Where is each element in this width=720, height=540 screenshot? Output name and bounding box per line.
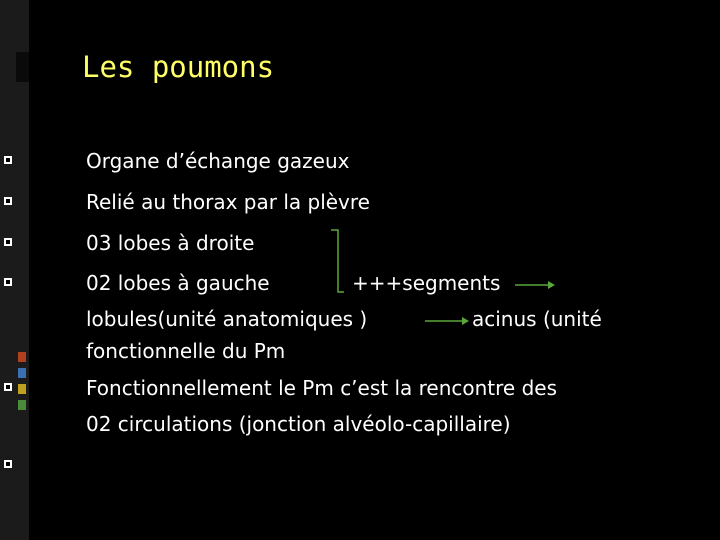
segments-label: +++segments xyxy=(352,271,501,295)
bullet-item-5-line-2: 02 circulations (jonction alvéolo-capillaire) xyxy=(86,412,511,436)
continuation-line-1a: lobules(unité anatomiques ) xyxy=(86,307,368,331)
decor-square xyxy=(18,400,26,410)
bullet-item-3: 03 lobes à droite xyxy=(86,231,255,255)
title-accent-block xyxy=(16,52,29,82)
decor-square xyxy=(18,352,26,362)
arrow-icon xyxy=(424,314,474,328)
bullet-icon xyxy=(4,383,12,391)
bullet-icon xyxy=(4,278,12,286)
arrow-icon xyxy=(514,278,559,292)
bullet-item-5: Fonctionnellement le Pm c’est la rencontre des xyxy=(86,376,558,400)
bullet-item-2: Relié au thorax par la plèvre xyxy=(86,190,370,214)
slide-title: Les poumons xyxy=(82,50,275,84)
bullet-item-4: 02 lobes à gauche xyxy=(86,271,270,295)
continuation-line-1b: acinus (unité xyxy=(472,307,602,331)
decor-square xyxy=(18,384,26,394)
bullet-icon xyxy=(4,197,12,205)
bullet-icon xyxy=(4,238,12,246)
decor-square xyxy=(18,368,26,378)
lobes-bracket xyxy=(325,226,355,296)
bullet-icon xyxy=(4,156,12,164)
bullet-item-1: Organe d’échange gazeux xyxy=(86,149,350,173)
continuation-line-2: fonctionnelle du Pm xyxy=(86,339,286,363)
bullet-icon xyxy=(4,460,12,468)
